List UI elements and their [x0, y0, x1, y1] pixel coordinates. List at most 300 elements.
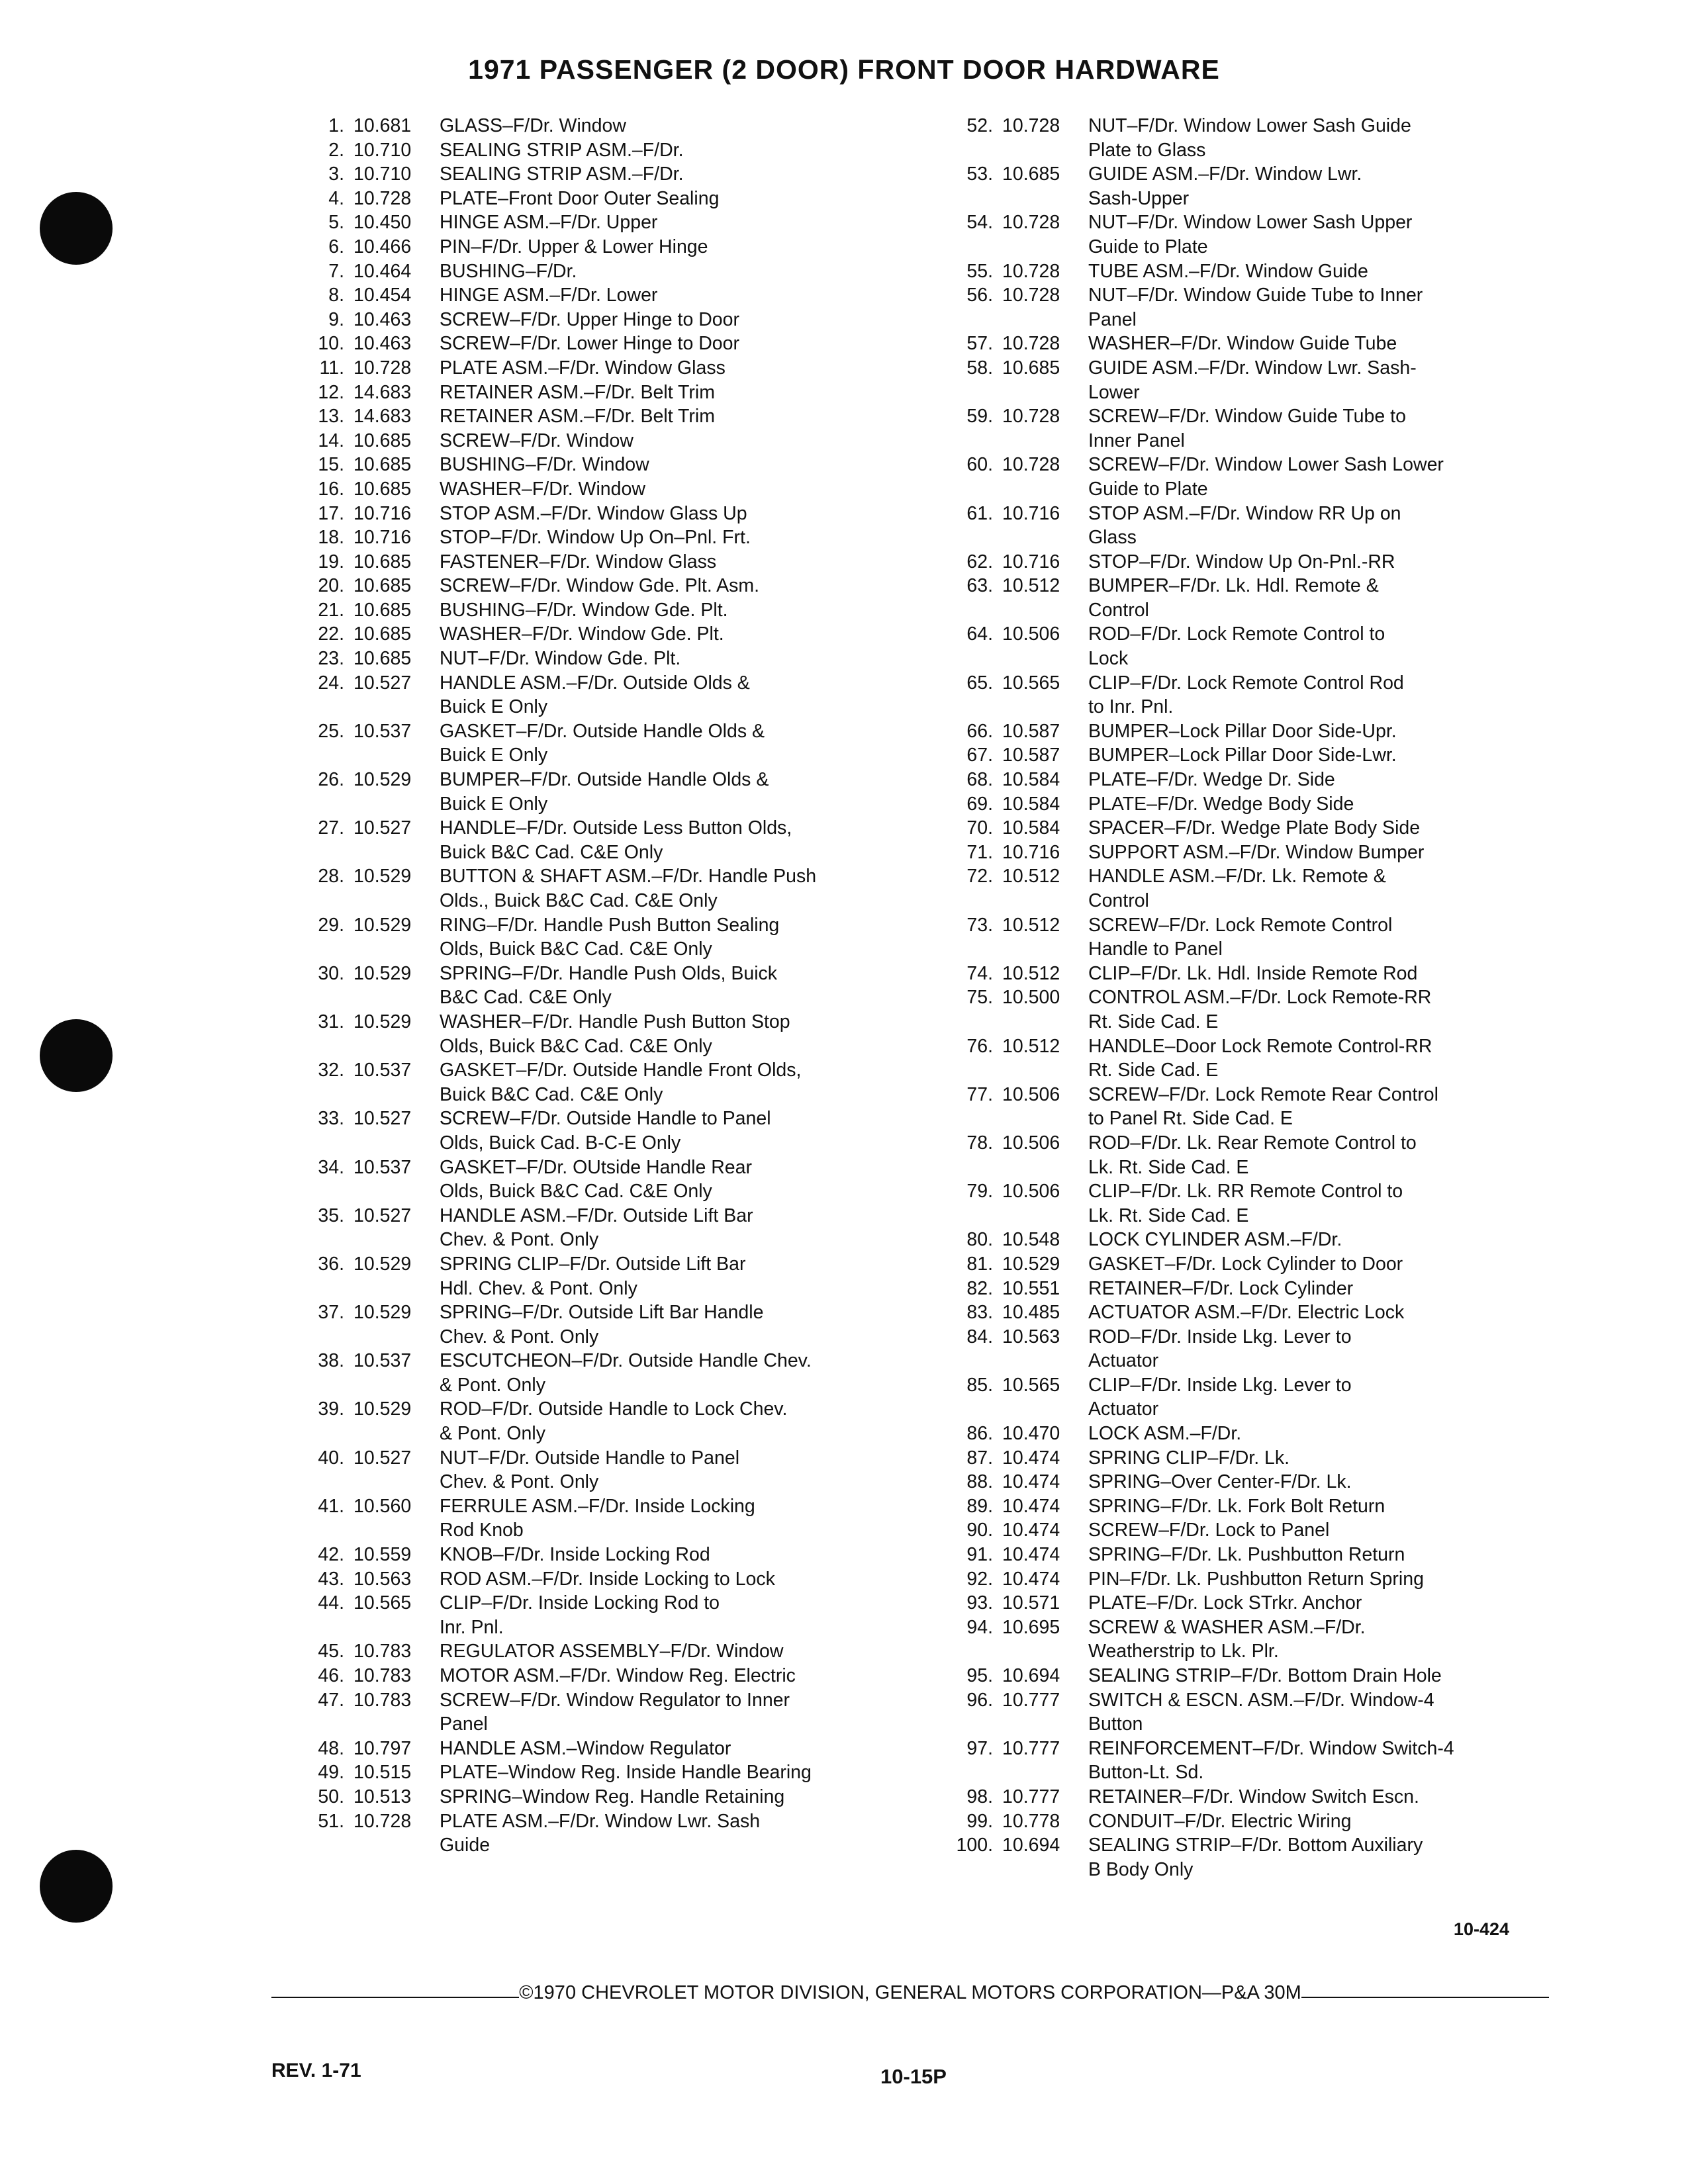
parts-list-entry [933, 1083, 1569, 1131]
item-number: 4. [328, 187, 344, 209]
group-reference: 10.527 [353, 817, 412, 839]
group-reference: 10.485 [1002, 1302, 1060, 1324]
description-line: Panel [440, 1713, 488, 1735]
part-description [1082, 210, 1412, 259]
group-reference: 10.695 [1002, 1616, 1060, 1638]
part-description [433, 1809, 760, 1858]
parts-list-entry [285, 647, 894, 671]
parts-list-entry [933, 1664, 1569, 1688]
description-line: NUT–F/Dr. Window Lower Sash Upper [1088, 212, 1413, 234]
revision-label: REV. 1-71 [271, 2060, 361, 2081]
description-line: CLIP–F/Dr. Lk. RR Remote Control to [1088, 1181, 1403, 1203]
part-description [433, 1567, 775, 1592]
item-number: 35. [318, 1205, 344, 1226]
parts-list-entry [933, 404, 1569, 453]
description-line: PLATE–F/Dr. Wedge Body Side [1088, 793, 1354, 815]
part-description [433, 913, 779, 962]
group-reference: 10.728 [1002, 454, 1060, 476]
part-description [1082, 1179, 1403, 1228]
description-line: B Body Only [1088, 1858, 1194, 1880]
description-line: NUT–F/Dr. Window Lower Sash Guide [1088, 115, 1411, 136]
item-number: 25. [318, 720, 344, 742]
description-line: Button-Lt. Sd. [1088, 1762, 1204, 1784]
parts-list-entry [933, 1422, 1569, 1446]
parts-list-entry [933, 1470, 1569, 1494]
item-number: 76. [966, 1035, 993, 1057]
part-description [433, 332, 739, 356]
part-description [433, 114, 626, 138]
description-line: NUT–F/Dr. Outside Handle to Panel [440, 1447, 740, 1469]
part-description [433, 1494, 755, 1543]
group-reference: 10.728 [1002, 115, 1060, 136]
group-reference: 10.506 [1002, 1181, 1060, 1203]
part-description [1082, 1567, 1424, 1592]
description-line: Rod Knob [440, 1520, 524, 1541]
item-number: 47. [318, 1689, 344, 1711]
part-description [433, 550, 716, 574]
group-reference: 10.716 [353, 527, 412, 549]
description-line: SPRING–Window Reg. Handle Retaining [440, 1786, 785, 1807]
item-number: 91. [966, 1544, 993, 1566]
description-line: BUMPER–Lock Pillar Door Side-Lwr. [1088, 745, 1397, 766]
item-number: 87. [966, 1447, 993, 1469]
punch-hole-middle [40, 1019, 113, 1092]
parts-list-entry [285, 1760, 894, 1785]
description-line: Buick B&C Cad. C&E Only [440, 1083, 663, 1105]
description-line: Handle to Panel [1088, 938, 1223, 960]
group-reference: 10.710 [353, 163, 412, 185]
description-line: Olds, Buick B&C Cad. C&E Only [440, 1035, 712, 1057]
description-line: Guide to Plate [1088, 478, 1208, 500]
punch-hole-top [40, 192, 113, 265]
part-description [433, 1300, 763, 1349]
group-reference: 10.537 [353, 720, 412, 742]
parts-list-entry [933, 962, 1569, 986]
item-number: 83. [966, 1302, 993, 1324]
item-number: 68. [966, 769, 993, 791]
part-description [433, 1688, 790, 1737]
description-line: ROD–F/Dr. Lock Remote Control to [1088, 623, 1385, 645]
parts-list-entry [285, 768, 894, 816]
parts-list-entry [933, 550, 1569, 574]
group-reference: 10.529 [353, 769, 412, 791]
group-reference: 10.710 [353, 139, 412, 161]
group-reference: 10.466 [353, 236, 412, 257]
parts-list-entry [285, 210, 894, 235]
group-reference: 10.474 [1002, 1568, 1060, 1590]
item-number: 86. [966, 1423, 993, 1445]
part-description [1082, 162, 1362, 210]
item-number: 53. [966, 163, 993, 185]
item-number: 48. [318, 1737, 344, 1759]
description-line: FASTENER–F/Dr. Window Glass [440, 551, 717, 572]
description-line: SCREW–F/Dr. Window Guide Tube to [1088, 406, 1406, 428]
group-reference: 10.512 [1002, 866, 1060, 887]
description-line: Weatherstrip to Lk. Plr. [1088, 1641, 1279, 1662]
item-number: 20. [318, 575, 344, 597]
parts-list-entry [933, 1131, 1569, 1179]
part-description [1082, 792, 1354, 817]
parts-list-entry [933, 1615, 1569, 1664]
part-description [433, 1058, 801, 1107]
item-number: 69. [966, 793, 993, 815]
part-description [1082, 1228, 1342, 1252]
description-line: RETAINER–F/Dr. Lock Cylinder [1088, 1277, 1354, 1299]
description-line: SPRING–Over Center-F/Dr. Lk. [1088, 1471, 1352, 1493]
description-line: Olds, Buick Cad. B-C-E Only [440, 1132, 681, 1154]
group-reference: 10.685 [1002, 163, 1060, 185]
part-description [433, 308, 739, 332]
group-reference: 10.515 [353, 1762, 412, 1784]
group-reference: 10.474 [1002, 1520, 1060, 1541]
parts-list-entry [933, 864, 1569, 913]
part-description [433, 647, 680, 671]
group-reference: 10.529 [353, 914, 412, 936]
description-line: HANDLE–F/Dr. Outside Less Button Olds, [440, 817, 792, 839]
group-reference: 10.694 [1002, 1835, 1060, 1856]
parts-list-entry [933, 1373, 1569, 1422]
description-line: ROD–F/Dr. Inside Lkg. Lever to [1088, 1326, 1352, 1347]
parts-list-entry [285, 162, 894, 187]
parts-list-entry [285, 962, 894, 1010]
item-number: 72. [966, 866, 993, 887]
description-line: Olds., Buick B&C Cad. C&E Only [440, 890, 718, 911]
group-reference: 10.728 [1002, 406, 1060, 428]
description-line: PLATE–F/Dr. Wedge Dr. Side [1088, 769, 1335, 791]
group-reference: 10.537 [353, 1156, 412, 1178]
description-line: RETAINER–F/Dr. Window Switch Escn. [1088, 1786, 1419, 1807]
parts-list-entry [933, 332, 1569, 356]
group-reference: 10.728 [353, 1810, 412, 1832]
item-number: 70. [966, 817, 993, 839]
description-line: SCREW & WASHER ASM.–F/Dr. [1088, 1616, 1366, 1638]
parts-list-entry [933, 1785, 1569, 1809]
parts-list-entry [285, 1058, 894, 1107]
part-description [433, 356, 726, 381]
parts-list-entry [933, 1494, 1569, 1519]
item-number: 56. [966, 285, 993, 306]
group-reference: 10.685 [353, 478, 412, 500]
part-description [1082, 841, 1424, 865]
item-number: 13. [318, 406, 344, 428]
item-number: 77. [966, 1083, 993, 1105]
group-reference: 10.694 [1002, 1665, 1060, 1686]
part-description [433, 283, 657, 308]
part-description [433, 962, 777, 1010]
parts-list-entry [933, 768, 1569, 792]
part-description [433, 816, 792, 864]
group-reference: 10.527 [353, 1447, 412, 1469]
description-line: BUSHING–F/Dr. [440, 260, 577, 282]
item-number: 10. [318, 333, 344, 355]
part-description [433, 1107, 771, 1155]
description-line: SUPPORT ASM.–F/Dr. Window Bumper [1088, 841, 1425, 863]
description-line: SCREW–F/Dr. Lower Hinge to Door [440, 333, 739, 355]
parts-list-entry [285, 1591, 894, 1639]
item-number: 39. [318, 1398, 344, 1420]
group-reference: 10.685 [353, 430, 412, 451]
group-reference: 10.563 [353, 1568, 412, 1590]
parts-list-entry [933, 719, 1569, 744]
description-line: BUSHING–F/Dr. Window [440, 454, 649, 476]
group-reference: 10.584 [1002, 769, 1060, 791]
description-line: PIN–F/Dr. Lk. Pushbutton Return Spring [1088, 1568, 1424, 1590]
group-reference: 10.777 [1002, 1737, 1060, 1759]
description-line: Buick E Only [440, 696, 548, 718]
part-description [1082, 1494, 1385, 1519]
description-line: GUIDE ASM.–F/Dr. Window Lwr. [1088, 163, 1362, 185]
part-description [1082, 1277, 1353, 1301]
description-line: WASHER–F/Dr. Window Guide Tube [1088, 333, 1397, 355]
group-reference: 10.529 [353, 1011, 412, 1032]
item-number: 49. [318, 1762, 344, 1784]
part-description [1082, 1325, 1352, 1373]
part-description [433, 768, 769, 816]
part-description [433, 1156, 752, 1204]
part-description [1082, 1422, 1241, 1446]
part-description [433, 1397, 787, 1445]
group-reference: 10.513 [353, 1786, 412, 1807]
page-number: 10-15P [880, 2065, 947, 2088]
description-line: HANDLE ASM.–F/Dr. Lk. Remote & [1088, 866, 1386, 887]
parts-list-left [285, 114, 894, 1858]
description-line: CLIP–F/Dr. Lock Remote Control Rod [1088, 672, 1404, 694]
item-number: 59. [966, 406, 993, 428]
part-description [1082, 283, 1423, 332]
item-number: 21. [318, 599, 344, 621]
description-line: RETAINER ASM.–F/Dr. Belt Trim [440, 406, 715, 428]
item-number: 32. [318, 1060, 344, 1081]
parts-list-entry [285, 1204, 894, 1252]
part-description [1082, 1664, 1442, 1688]
group-reference: 10.512 [1002, 962, 1060, 984]
item-number: 64. [966, 623, 993, 645]
group-reference: 10.454 [353, 285, 412, 306]
parts-list-entry [933, 1737, 1569, 1785]
description-line: Sash-Upper [1088, 187, 1190, 209]
description-line: NUT–F/Dr. Window Gde. Plt. [440, 648, 681, 670]
description-line: CLIP–F/Dr. Lk. Hdl. Inside Remote Rod [1088, 962, 1418, 984]
description-line: Buick E Only [440, 793, 548, 815]
part-description [433, 1543, 710, 1567]
group-reference: 10.777 [1002, 1786, 1060, 1807]
group-reference: 10.474 [1002, 1447, 1060, 1469]
item-number: 100. [956, 1835, 993, 1856]
description-line: Inner Panel [1088, 430, 1185, 451]
group-reference: 10.685 [353, 454, 412, 476]
item-number: 63. [966, 575, 993, 597]
parts-list-entry [285, 1664, 894, 1688]
description-line: GLASS–F/Dr. Window [440, 115, 626, 136]
parts-list-entry [933, 622, 1569, 670]
part-description [1082, 550, 1395, 574]
parts-list-entry [933, 1300, 1569, 1325]
item-number: 71. [966, 841, 993, 863]
description-line: Button [1088, 1713, 1143, 1735]
description-line: SPRING–F/Dr. Handle Push Olds, Buick [440, 962, 778, 984]
item-number: 82. [966, 1277, 993, 1299]
item-number: 28. [318, 866, 344, 887]
description-line: GASKET–F/Dr. OUtside Handle Rear [440, 1156, 753, 1178]
item-number: 95. [966, 1665, 993, 1686]
parts-list-entry [285, 308, 894, 332]
item-number: 7. [328, 260, 344, 282]
part-description [1082, 1034, 1432, 1083]
group-reference: 10.716 [1002, 551, 1060, 572]
part-description [1082, 719, 1397, 744]
group-reference: 10.685 [1002, 357, 1060, 379]
group-reference: 10.587 [1002, 745, 1060, 766]
group-reference: 10.728 [1002, 212, 1060, 234]
parts-list-entry [285, 187, 894, 211]
group-reference: 10.529 [1002, 1253, 1060, 1275]
parts-list-entry [285, 381, 894, 405]
group-reference: 10.529 [353, 1253, 412, 1275]
description-line: GUIDE ASM.–F/Dr. Window Lwr. Sash- [1088, 357, 1417, 379]
item-number: 1. [328, 115, 344, 136]
item-number: 85. [966, 1374, 993, 1396]
description-line: HINGE ASM.–F/Dr. Lower [440, 285, 658, 306]
group-reference: 10.728 [1002, 333, 1060, 355]
part-description [1082, 1737, 1454, 1785]
item-number: 45. [318, 1641, 344, 1662]
part-description [1082, 453, 1444, 501]
footer-text: ©1970 CHEVROLET MOTOR DIVISION, GENERAL MOTORS CORPORATION—P&A 30M [519, 1982, 1301, 2003]
part-description [1082, 404, 1406, 453]
description-line: NUT–F/Dr. Window Guide Tube to Inner [1088, 285, 1423, 306]
description-line: HANDLE ASM.–F/Dr. Outside Olds & [440, 672, 750, 694]
parts-list-entry [285, 1567, 894, 1592]
description-line: PLATE ASM.–F/Dr. Window Lwr. Sash [440, 1810, 761, 1832]
description-line: to Panel Rt. Side Cad. E [1088, 1108, 1293, 1130]
parts-list-entry [933, 1228, 1569, 1252]
group-reference: 10.587 [1002, 720, 1060, 742]
item-number: 9. [328, 308, 344, 330]
description-line: Olds, Buick B&C Cad. C&E Only [440, 938, 712, 960]
parts-list-entry [933, 1833, 1569, 1882]
description-line: SCREW–F/Dr. Lock Remote Rear Control [1088, 1083, 1438, 1105]
parts-list-entry [285, 1737, 894, 1761]
description-line: Buick E Only [440, 745, 548, 766]
parts-list-entry [285, 1349, 894, 1397]
description-line: Control [1088, 599, 1149, 621]
part-description [1082, 962, 1417, 986]
parts-list-entry [285, 1397, 894, 1445]
parts-list-entry [933, 1179, 1569, 1228]
part-description [433, 259, 577, 284]
description-line: SCREW–F/Dr. Upper Hinge to Door [440, 308, 739, 330]
footer-rule-right [1301, 1997, 1549, 1998]
description-line: TUBE ASM.–F/Dr. Window Guide [1088, 260, 1368, 282]
parts-list-entry [285, 1543, 894, 1567]
group-reference: 10.506 [1002, 1083, 1060, 1105]
part-description [1082, 574, 1379, 622]
item-number: 74. [966, 962, 993, 984]
part-description [433, 1010, 790, 1058]
group-reference: 10.783 [353, 1689, 412, 1711]
description-line: SEALING STRIP ASM.–F/Dr. [440, 163, 684, 185]
part-description [433, 1664, 796, 1688]
item-number: 30. [318, 962, 344, 984]
parts-list-entry [285, 283, 894, 308]
part-description [433, 1349, 812, 1397]
parts-list-entry [933, 356, 1569, 404]
footer-rule-left [271, 1997, 519, 1998]
part-description [1082, 1785, 1419, 1809]
part-description [1082, 1809, 1351, 1834]
description-line: WASHER–F/Dr. Window [440, 478, 645, 500]
item-number: 38. [318, 1350, 344, 1372]
parts-list-entry [285, 550, 894, 574]
description-line: SPRING–F/Dr. Lk. Fork Bolt Return [1088, 1495, 1385, 1517]
item-number: 41. [318, 1495, 344, 1517]
part-description [433, 719, 765, 768]
group-reference: 10.548 [1002, 1229, 1060, 1251]
item-number: 57. [966, 333, 993, 355]
description-line: SWITCH & ESCN. ASM.–F/Dr. Window-4 [1088, 1689, 1434, 1711]
footer-copyright [271, 1982, 1549, 2004]
item-number: 65. [966, 672, 993, 694]
description-line: SEALING STRIP ASM.–F/Dr. [440, 139, 684, 161]
description-line: Glass [1088, 527, 1137, 549]
parts-list-entry [285, 1639, 894, 1664]
item-number: 11. [319, 357, 344, 379]
item-number: 61. [966, 502, 993, 524]
parts-list-entry [285, 429, 894, 453]
group-reference: 10.584 [1002, 817, 1060, 839]
description-line: CONDUIT–F/Dr. Electric Wiring [1088, 1810, 1352, 1832]
item-number: 62. [966, 551, 993, 572]
group-reference: 10.464 [353, 260, 412, 282]
parts-list-entry [933, 1277, 1569, 1301]
group-reference: 10.716 [1002, 502, 1060, 524]
part-description [433, 187, 719, 211]
description-line: Chev. & Pont. Only [440, 1471, 599, 1493]
parts-list-entry [285, 477, 894, 502]
description-line: SCREW–F/Dr. Lock Remote Control [1088, 914, 1393, 936]
item-number: 84. [966, 1326, 993, 1347]
group-reference: 10.560 [353, 1495, 412, 1517]
description-line: SPRING CLIP–F/Dr. Outside Lift Bar [440, 1253, 746, 1275]
group-reference: 10.527 [353, 672, 412, 694]
description-line: Buick B&C Cad. C&E Only [440, 841, 663, 863]
description-line: KNOB–F/Dr. Inside Locking Rod [440, 1544, 710, 1566]
description-line: SCREW–F/Dr. Window Gde. Plt. Asm. [440, 575, 760, 597]
item-number: 93. [966, 1592, 993, 1614]
part-description [433, 429, 633, 453]
item-number: 94. [966, 1616, 993, 1638]
item-number: 67. [966, 745, 993, 766]
part-description [433, 598, 728, 623]
description-line: Panel [1088, 308, 1137, 330]
group-reference: 10.474 [1002, 1544, 1060, 1566]
description-line: Actuator [1088, 1398, 1159, 1420]
group-reference: 10.512 [1002, 1035, 1060, 1057]
parts-list-entry [933, 841, 1569, 865]
item-number: 73. [966, 914, 993, 936]
item-number: 19. [318, 551, 344, 572]
item-number: 51. [318, 1810, 344, 1832]
parts-list-entry [933, 671, 1569, 719]
parts-list-entry [285, 1252, 894, 1300]
item-number: 18. [318, 527, 344, 549]
part-description [433, 381, 715, 405]
item-number: 31. [318, 1011, 344, 1032]
group-reference: 10.470 [1002, 1423, 1060, 1445]
description-line: ACTUATOR ASM.–F/Dr. Electric Lock [1088, 1302, 1405, 1324]
parts-list-entry [933, 985, 1569, 1034]
item-number: 23. [318, 648, 344, 670]
